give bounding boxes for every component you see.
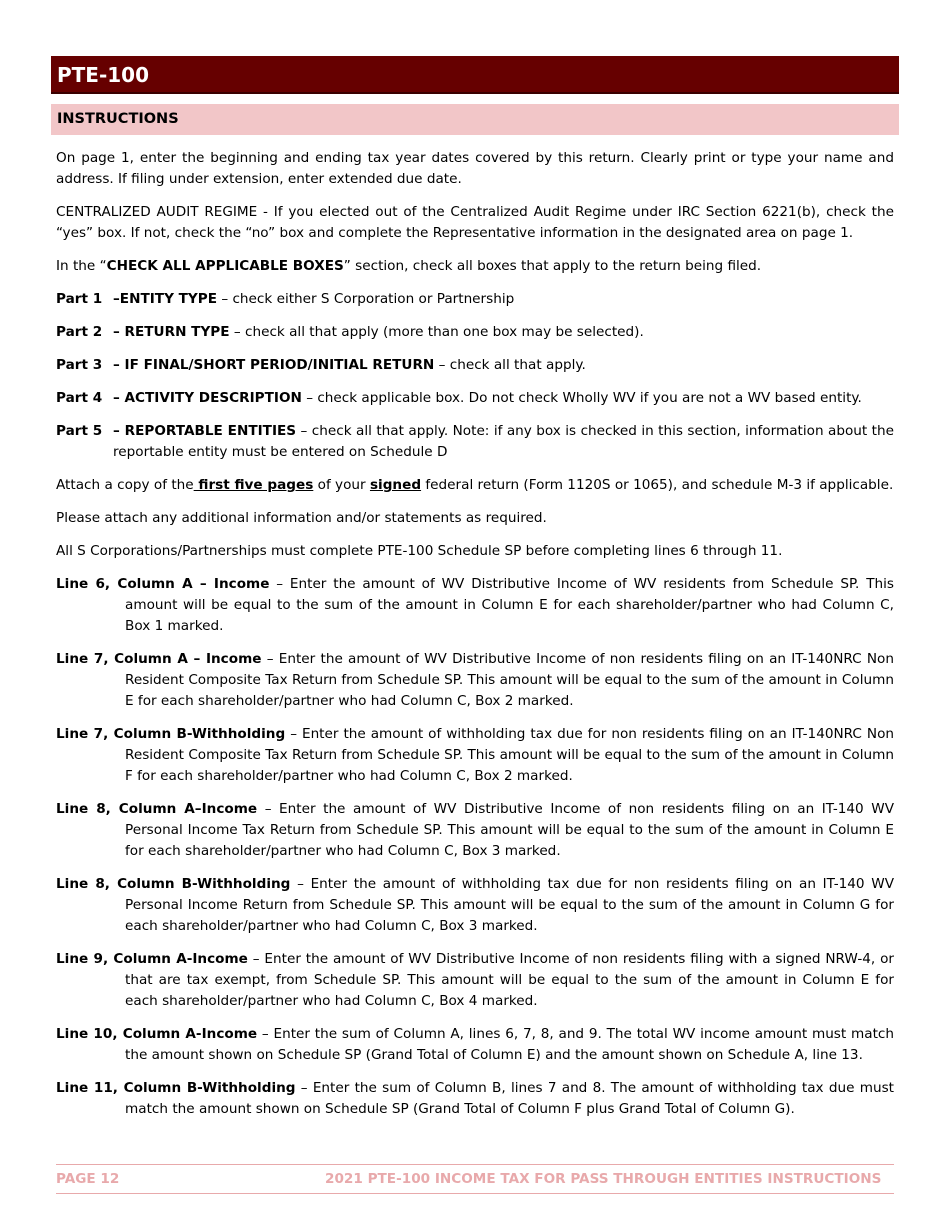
- line-heading: Line 7, Column A – Income: [56, 651, 262, 667]
- line-text: – Enter the amount of withholding tax due for non residents filing on an IT-140NRC Non Resident Composite Tax Return from Schedule SP. This amount will be equal to the sum of the amount in Column F for each shareholder/partner who had Column C, Box 2 marked.: [125, 726, 894, 784]
- line-8-column-a-instruction: [56, 799, 894, 862]
- line-heading: Line 7, Column B-Withholding: [56, 726, 286, 742]
- text-fragment: federal return (Form 1120S or 1065), and schedule M-3 if applicable.: [421, 477, 894, 493]
- line-heading: Line 10, Column A-Income: [56, 1026, 258, 1042]
- part-dash: –: [113, 291, 120, 307]
- line-text: – Enter the sum of Column A, lines 6, 7, 8, and 9. The total WV income amount must match the amount shown on Schedule SP (Grand Total of Column E) and the amount shown on Schedule A, line 13.: [125, 1026, 895, 1063]
- part-heading: RETURN TYPE: [124, 324, 230, 340]
- part-dash: –: [113, 324, 125, 340]
- line-heading: Line 9, Column A-Income: [56, 951, 248, 967]
- intro-paragraph-dates: On page 1, enter the beginning and ending tax year dates covered by this return. Clearly print or type your name and address. If filing under extension, enter extended due date.: [56, 150, 894, 187]
- line-heading: Line 11, Column B-Withholding: [56, 1080, 296, 1096]
- line-text: – Enter the amount of withholding tax due for non residents filing on an IT-140 WV Personal Income Return from Schedule SP. This amount will be equal to the sum of the amount in Column G for each shareholder/partner who had Column C, Box 3 marked.: [125, 876, 894, 934]
- first-five-pages-emphasis: first five pages: [193, 477, 314, 493]
- part-heading: IF FINAL/SHORT PERIOD/INITIAL RETURN: [124, 357, 435, 373]
- signed-emphasis: signed: [369, 477, 422, 493]
- line-text: – Enter the amount of WV Distributive Income of non residents filing on an IT-140 WV Personal Income Tax Return from Schedule SP. This amount will be equal to the sum of the amount in Column E for each shareholder/partner who had Column C, Box 3 marked.: [125, 801, 895, 859]
- part-heading: ENTITY TYPE: [119, 291, 218, 307]
- part-body: [113, 421, 894, 463]
- part-dash: –: [113, 390, 125, 406]
- part-body: [113, 289, 894, 310]
- line-7-column-b-instruction: [56, 724, 894, 787]
- text-fragment: of your: [313, 477, 370, 493]
- part-1-instruction: [56, 289, 894, 310]
- part-heading: ACTIVITY DESCRIPTION: [124, 390, 302, 406]
- line-text: – Enter the amount of WV Distributive Income of non residents filing on an IT-140NRC Non Resident Composite Tax Return from Schedule SP. This amount will be equal to the sum of the amount in Column E for each shareholder/partner who had Column C, Box 2 marked.: [125, 651, 894, 709]
- page-footer: [56, 1164, 894, 1194]
- line-11-column-b-instruction: [56, 1078, 894, 1120]
- line-8-column-b-instruction: [56, 874, 894, 937]
- line-6-column-a-instruction: [56, 574, 894, 637]
- line-9-column-a-instruction: [56, 949, 894, 1012]
- part-5-instruction: [56, 421, 894, 463]
- part-text: – check either S Corporation or Partnership: [217, 291, 515, 307]
- instructions-body: [56, 148, 894, 1132]
- line-7-column-a-instruction: [56, 649, 894, 712]
- part-label: Part 4: [56, 390, 103, 406]
- intro-paragraph-check-boxes: [56, 256, 894, 277]
- part-label: Part 3: [56, 357, 103, 373]
- part-label: Part 1: [56, 291, 103, 307]
- line-text: – Enter the amount of WV Distributive Income of WV residents from Schedule SP. This amount will be equal to the sum of the amount in Column E for each shareholder/partner who had Column C, Box 1 marked.: [125, 576, 894, 634]
- part-body: [113, 388, 894, 409]
- part-text: – check applicable box. Do not check Wholly WV if you are not a WV based entity.: [301, 390, 862, 406]
- section-title: INSTRUCTIONS: [57, 111, 179, 127]
- check-all-boxes-heading: CHECK ALL APPLICABLE BOXES: [106, 258, 344, 274]
- line-heading: Line 8, Column B-Withholding: [56, 876, 291, 892]
- part-4-instruction: [56, 388, 894, 409]
- part-heading: REPORTABLE ENTITIES: [124, 423, 297, 439]
- section-header: [51, 104, 899, 135]
- additional-info-paragraph: Please attach any additional information and/or statements as required.: [56, 510, 547, 526]
- intro-paragraph-audit-regime: CENTRALIZED AUDIT REGIME - If you elected out of the Centralized Audit Regime under IRC Section 6221(b), check the “yes” box. If not, check the “no” box and complete the Representative information in the designated area on page 1.: [56, 204, 894, 241]
- part-body: [113, 322, 894, 343]
- part-body: [113, 355, 894, 376]
- part-label: Part 2: [56, 324, 103, 340]
- part-2-instruction: [56, 322, 894, 343]
- footer-title: 2021 PTE-100 INCOME TAX FOR PASS THROUGH ENTITIES INSTRUCTIONS: [325, 1171, 882, 1187]
- part-text: – check all that apply (more than one box may be selected).: [229, 324, 644, 340]
- text-fragment: In the “: [56, 258, 107, 274]
- form-title: PTE-100: [57, 63, 150, 87]
- part-text: – check all that apply. Note: if any box is checked in this section, information about the reportable entity must be entered on Schedule D: [113, 423, 894, 460]
- line-heading: Line 6, Column A – Income: [56, 576, 270, 592]
- schedule-sp-paragraph: All S Corporations/Partnerships must complete PTE-100 Schedule SP before completing lines 6 through 11.: [56, 543, 783, 559]
- line-10-column-a-instruction: [56, 1024, 894, 1066]
- line-heading: Line 8, Column A–Income: [56, 801, 258, 817]
- text-fragment: Attach a copy of the: [56, 477, 194, 493]
- part-3-instruction: [56, 355, 894, 376]
- text-fragment: ” section, check all boxes that apply to the return being filed.: [343, 258, 762, 274]
- form-title-banner: [51, 56, 899, 94]
- attach-federal-return-paragraph: [56, 475, 894, 496]
- line-text: – Enter the amount of WV Distributive Income of non residents filing with a signed NRW-4, or that are tax exempt, from Schedule SP. This amount will be equal to the sum of the amount in Column E for each shareholder/partner who had Column C, Box 4 marked.: [125, 951, 894, 1009]
- part-label: Part 5: [56, 423, 103, 439]
- part-text: – check all that apply.: [434, 357, 586, 373]
- page-number: PAGE 12: [56, 1171, 120, 1187]
- line-text: – Enter the sum of Column B, lines 7 and 8. The amount of withholding tax due must match the amount shown on Schedule SP (Grand Total of Column F plus Grand Total of Column G).: [125, 1080, 894, 1117]
- part-dash: –: [113, 423, 125, 439]
- part-dash: –: [113, 357, 125, 373]
